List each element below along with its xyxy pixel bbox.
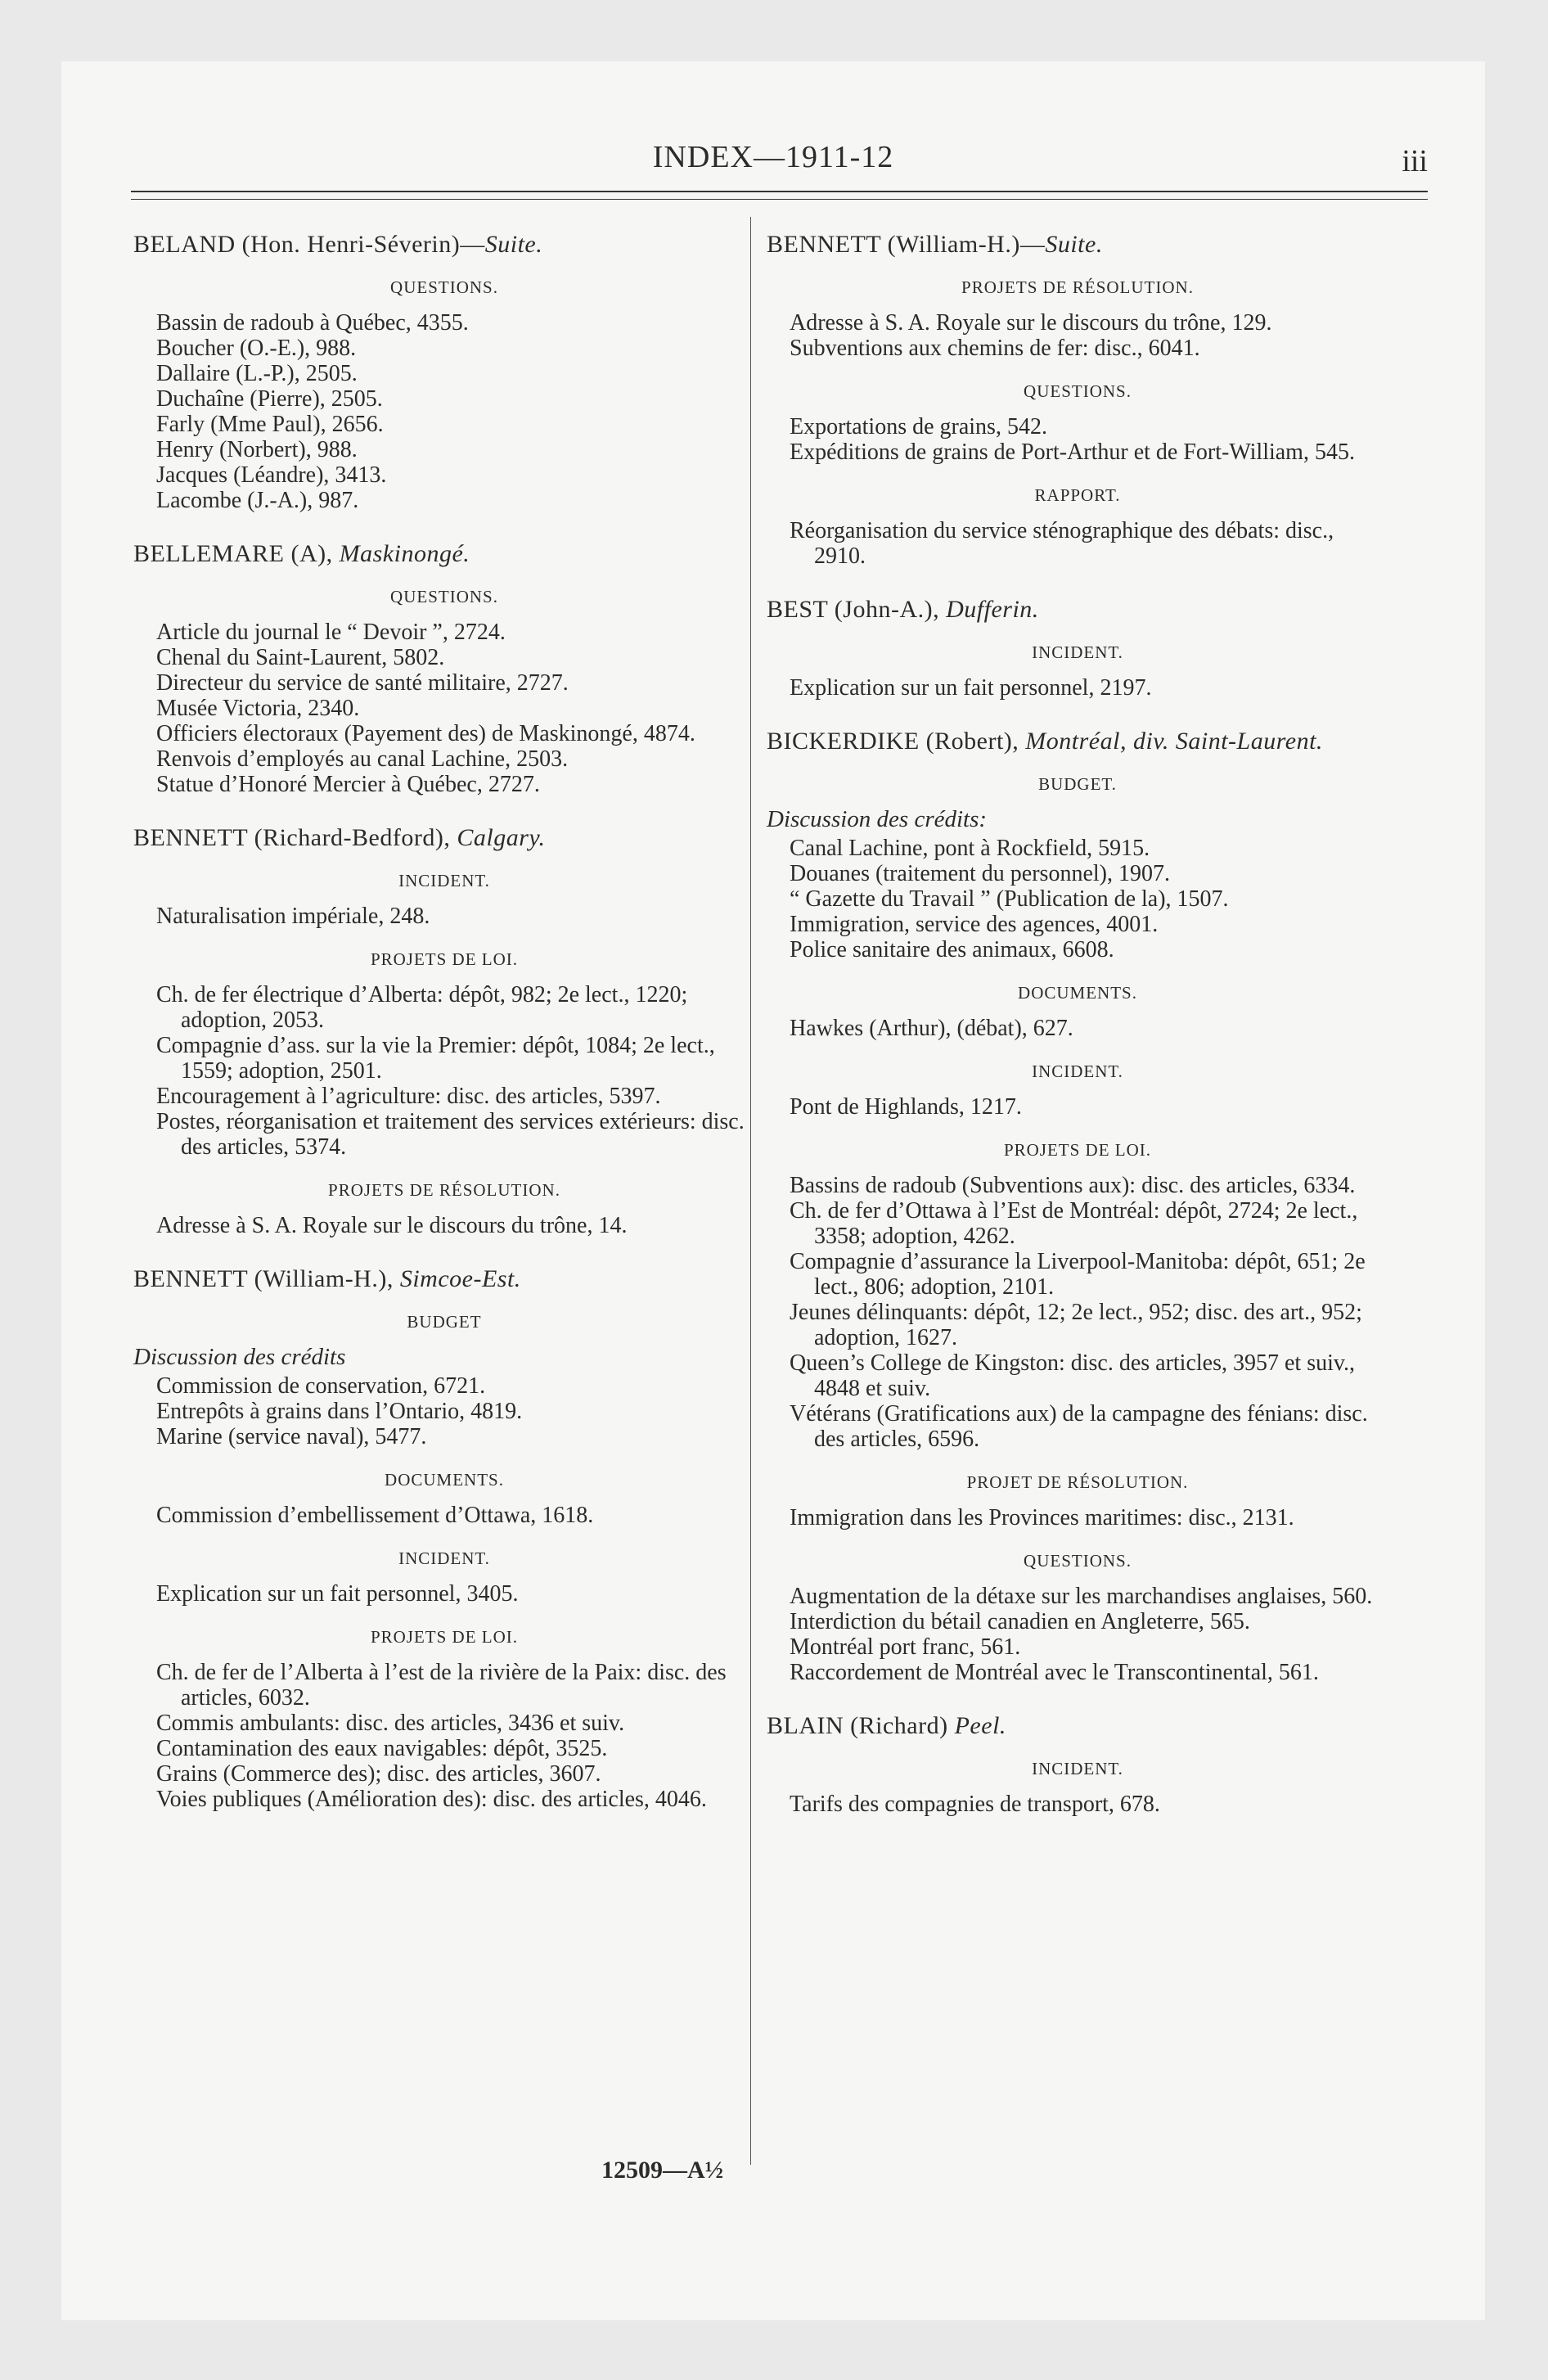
section-heading: PROJETS DE LOI. (1003, 1140, 1152, 1160)
index-entry: Hawkes (Arthur), (débat), 627. (790, 1016, 1073, 1041)
member-name (767, 597, 1388, 622)
index-entry: Pont de Highlands, 1217. (790, 1094, 1022, 1120)
page-header: INDEX—1911-12 (652, 140, 894, 174)
member-riding: Calgary. (457, 824, 546, 851)
section-heading: BUDGET (407, 1312, 482, 1332)
member-name (133, 232, 755, 257)
index-entry: Chenal du Saint-Laurent, 5802. (156, 645, 445, 670)
index-entry: Encouragement à l’agriculture: disc. des articles, 5397. (156, 1084, 661, 1109)
section-heading: PROJET DE RÉSOLUTION. (966, 1472, 1189, 1492)
index-entry: Raccordement de Montréal avec le Transcontinental, 561. (790, 1660, 1319, 1685)
member-riding: Peel. (954, 1712, 1006, 1739)
index-entry: Farly (Mme Paul), 2656. (156, 412, 384, 437)
index-entry: Bassin de radoub à Québec, 4355. (156, 310, 469, 336)
page-number: iii (1402, 144, 1428, 178)
index-column-right (767, 217, 1388, 1817)
index-entry: Renvois d’employés au canal Lachine, 2503. (156, 746, 569, 772)
index-entry: Contamination des eaux navigables: dépôt, 3525. (156, 1736, 608, 1761)
section-heading: INCIDENT. (1032, 1759, 1123, 1778)
index-entry: Naturalisation impériale, 248. (156, 904, 430, 929)
member-riding: Maskinongé. (339, 540, 470, 567)
index-entry: Compagnie d’ass. sur la vie la Premier: dépôt, 1084; 2e lect., 1559; adoption, 2501. (156, 1033, 715, 1084)
index-entry: Ch. de fer d’Ottawa à l’Est de Montréal: dépôt, 2724; 2e lect., 3358; adoption, 4262. (790, 1198, 1358, 1249)
index-entry: Article du journal le “ Devoir ”, 2724. (156, 620, 506, 645)
index-entry: Entrepôts à grains dans l’Ontario, 4819. (156, 1399, 523, 1424)
section-heading: QUESTIONS. (1024, 381, 1132, 401)
index-entry: Douanes (traitement du personnel), 1907. (790, 861, 1170, 886)
member-name-text: BENNETT (William-H.)— (767, 231, 1046, 258)
member-name-text: BELLEMARE (A), (133, 540, 340, 567)
section-heading: INCIDENT. (398, 871, 490, 890)
member-name (133, 1266, 755, 1291)
member-name (767, 1713, 1388, 1738)
index-entry: Jeunes délinquants: dépôt, 12; 2e lect., 952; disc. des art., 952; adoption, 1627. (790, 1300, 1362, 1350)
index-entry: Statue d’Honoré Mercier à Québec, 2727. (156, 772, 540, 797)
index-entry: Boucher (O.-E.), 988. (156, 336, 357, 361)
index-entry: Grains (Commerce des); disc. des articles, 3607. (156, 1761, 601, 1787)
index-entry: Directeur du service de santé militaire, 2727. (156, 670, 569, 696)
column-divider (750, 217, 751, 2165)
page-sheet (61, 61, 1485, 2320)
section-heading: RAPPORT. (1034, 485, 1121, 505)
section-heading: DOCUMENTS. (1018, 983, 1137, 1003)
member-name (767, 232, 1388, 257)
member-name-text: BICKERDIKE (Robert), (767, 728, 1026, 755)
member-riding: Simcoe-Est. (399, 1265, 521, 1292)
index-entry: Lacombe (J.-A.), 987. (156, 488, 359, 513)
member-name-text: BELAND (Hon. Henri-Séverin)— (133, 231, 485, 258)
index-entry: Interdiction du bétail canadien en Angleterre, 565. (790, 1609, 1250, 1634)
index-entry: Compagnie d’assurance la Liverpool-Manitoba: dépôt, 651; 2e lect., 806; adoption, 2101. (790, 1249, 1366, 1300)
member-riding: Suite. (1045, 231, 1103, 258)
index-entry: Augmentation de la détaxe sur les marchandises anglaises, 560. (790, 1584, 1373, 1609)
member-name-text: BEST (John-A.), (767, 596, 947, 623)
index-entry: Ch. de fer électrique d’Alberta: dépôt, 982; 2e lect., 1220; adoption, 2053. (156, 982, 688, 1033)
index-entry: Musée Victoria, 2340. (156, 696, 360, 721)
section-heading: INCIDENT. (398, 1548, 490, 1568)
index-entry: Canal Lachine, pont à Rockfield, 5915. (790, 836, 1150, 861)
index-entry: Commis ambulants: disc. des articles, 3436 et suiv. (156, 1711, 625, 1736)
section-heading: PROJETS DE LOI. (370, 1627, 519, 1647)
index-entry: Officiers électoraux (Payement des) de Maskinongé, 4874. (156, 721, 695, 746)
index-entry: Queen’s College de Kingston: disc. des articles, 3957 et suiv., 4848 et suiv. (790, 1350, 1356, 1401)
section-heading: PROJETS DE RÉSOLUTION. (328, 1180, 560, 1200)
index-entry: “ Gazette du Travail ” (Publication de la), 1507. (790, 886, 1229, 912)
index-entry: Explication sur un fait personnel, 3405. (156, 1581, 519, 1607)
index-entry: Réorganisation du service sténographique des débats: disc., 2910. (790, 518, 1334, 569)
index-entry: Adresse à S. A. Royale sur le discours du trône, 129. (790, 310, 1272, 336)
section-subheading: Discussion des crédits (133, 1344, 346, 1370)
member-name (133, 825, 755, 850)
index-entry: Montréal port franc, 561. (790, 1634, 1021, 1660)
index-entry: Bassins de radoub (Subventions aux): disc. des articles, 6334. (790, 1173, 1356, 1198)
section-heading: QUESTIONS. (390, 587, 498, 606)
member-name (767, 728, 1388, 754)
section-heading: PROJETS DE RÉSOLUTION. (961, 277, 1194, 297)
member-name (133, 541, 755, 566)
index-column-left (133, 217, 755, 1812)
section-heading: DOCUMENTS. (385, 1470, 504, 1490)
index-entry: Commission de conservation, 6721. (156, 1373, 486, 1399)
index-entry: Vétérans (Gratifications aux) de la campagne des fénians: disc. des articles, 6596. (790, 1401, 1368, 1452)
member-riding: Dufferin. (946, 596, 1039, 623)
member-name-text: BENNETT (William-H.), (133, 1265, 400, 1292)
index-entry: Immigration dans les Provinces maritimes: disc., 2131. (790, 1505, 1294, 1530)
section-heading: BUDGET. (1038, 774, 1117, 794)
index-entry: Marine (service naval), 5477. (156, 1424, 427, 1449)
index-entry: Expéditions de grains de Port-Arthur et de Fort-William, 545. (790, 439, 1355, 465)
index-entry: Police sanitaire des animaux, 6608. (790, 937, 1114, 962)
header-rule (131, 191, 1428, 192)
section-heading: INCIDENT. (1032, 1062, 1123, 1081)
section-heading: INCIDENT. (1032, 642, 1123, 662)
index-entry: Immigration, service des agences, 4001. (790, 912, 1159, 937)
section-heading: QUESTIONS. (390, 277, 498, 297)
index-entry: Explication sur un fait personnel, 2197. (790, 675, 1152, 701)
index-entry: Commission d’embellissement d’Ottawa, 1618. (156, 1503, 594, 1528)
index-entry: Tarifs des compagnies de transport, 678. (790, 1792, 1160, 1817)
member-name-text: BENNETT (Richard-Bedford), (133, 824, 457, 851)
section-heading: PROJETS DE LOI. (370, 949, 519, 969)
index-entry: Dallaire (L.-P.), 2505. (156, 361, 358, 386)
index-entry: Adresse à S. A. Royale sur le discours du trône, 14. (156, 1213, 628, 1238)
member-riding: Suite. (484, 231, 543, 258)
index-entry: Exportations de grains, 542. (790, 414, 1047, 439)
member-riding: Montréal, div. Saint-Laurent. (1025, 728, 1323, 755)
index-entry: Henry (Norbert), 988. (156, 437, 358, 462)
section-subheading: Discussion des crédits: (767, 806, 988, 832)
section-heading: QUESTIONS. (1024, 1551, 1132, 1571)
footer-signature: 12509—A½ (601, 2157, 724, 2184)
index-entry: Postes, réorganisation et traitement des services extérieurs: disc. des articles, 5374. (156, 1109, 745, 1160)
index-entry: Jacques (Léandre), 3413. (156, 462, 387, 488)
index-entry: Ch. de fer de l’Alberta à l’est de la rivière de la Paix: disc. des articles, 6032. (156, 1660, 727, 1711)
index-entry: Subventions aux chemins de fer: disc., 6041. (790, 336, 1200, 361)
header-rule-thin (131, 199, 1428, 200)
index-entry: Voies publiques (Amélioration des): disc. des articles, 4046. (156, 1787, 707, 1812)
index-entry: Duchaîne (Pierre), 2505. (156, 386, 383, 412)
member-name-text: BLAIN (Richard) (767, 1712, 955, 1739)
